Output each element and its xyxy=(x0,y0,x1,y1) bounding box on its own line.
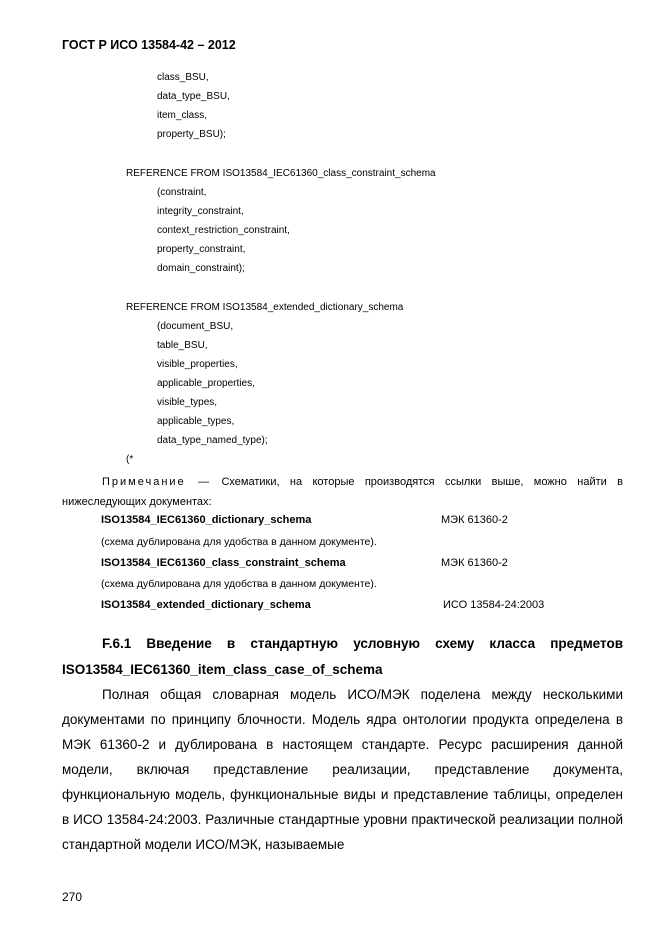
document-header: ГОСТ Р ИСО 13584-42 – 2012 xyxy=(62,38,236,52)
code-line: property_constraint, xyxy=(157,244,246,255)
code-line: REFERENCE FROM ISO13584_IEC61360_class_constraint_schema xyxy=(126,168,436,179)
code-line: visible_types, xyxy=(157,397,218,408)
reference-source: МЭК 61360-2 xyxy=(441,514,508,526)
code-line: (* xyxy=(126,454,134,465)
code-line: (constraint, xyxy=(157,187,207,198)
code-line: visible_properties, xyxy=(157,359,238,370)
code-line: context_restriction_constraint, xyxy=(157,225,290,236)
code-line: integrity_constraint, xyxy=(157,206,244,217)
code-line: applicable_types, xyxy=(157,416,235,427)
code-line: REFERENCE FROM ISO13584_extended_dictionary_schema xyxy=(126,302,404,313)
reference-remark: (схема дублирована для удобства в данном документе). xyxy=(101,536,377,548)
code-line: item_class, xyxy=(157,110,208,121)
code-line: class_BSU, xyxy=(157,72,209,83)
body-paragraph: Полная общая словарная модель ИСО/МЭК поделена между несколькими документами по принципу блочности. Модель ядра онтологии продукта определена в МЭК 61360-2 и дублирована в настоящем стандарте. Ресурс расширения данной модели, включая представление реализации, представление документа, функциональную модель, функциональные виды и представление таблицы, определен в ИСО 13584-24:2003. Различные стандартные уровни практической реализации полной стандартной модели ИСО/МЭК, называемые xyxy=(62,687,623,852)
code-line: domain_constraint); xyxy=(157,263,245,274)
reference-schema-name: ISO13584_extended_dictionary_schema xyxy=(101,599,311,611)
reference-remark: (схема дублирована для удобства в данном документе). xyxy=(101,578,377,590)
code-line: (document_BSU, xyxy=(157,321,234,332)
note-paragraph xyxy=(62,472,623,512)
reference-schema-name: ISO13584_IEC61360_dictionary_schema xyxy=(101,514,312,526)
reference-source: ИСО 13584-24:2003 xyxy=(443,599,545,611)
note-text: Схематики, на которые производятся ссылки выше, можно найти в нижеследующих документах: xyxy=(62,476,623,508)
reference-source: МЭК 61360-2 xyxy=(441,557,508,569)
reference-schema-name: ISO13584_IEC61360_class_constraint_schema xyxy=(101,557,346,569)
page-number: 270 xyxy=(62,890,83,904)
code-line: applicable_properties, xyxy=(157,378,255,389)
code-line: property_BSU); xyxy=(157,129,226,140)
section-heading: F.6.1 Введение в стандартную условную схему класса предметов ISO13584_IEC61360_item_class_case_of_schema xyxy=(62,636,623,677)
code-line: data_type_BSU, xyxy=(157,91,230,102)
note-lead: Примечание — xyxy=(102,476,212,488)
code-line: data_type_named_type); xyxy=(157,435,268,446)
code-line: table_BSU, xyxy=(157,340,208,351)
